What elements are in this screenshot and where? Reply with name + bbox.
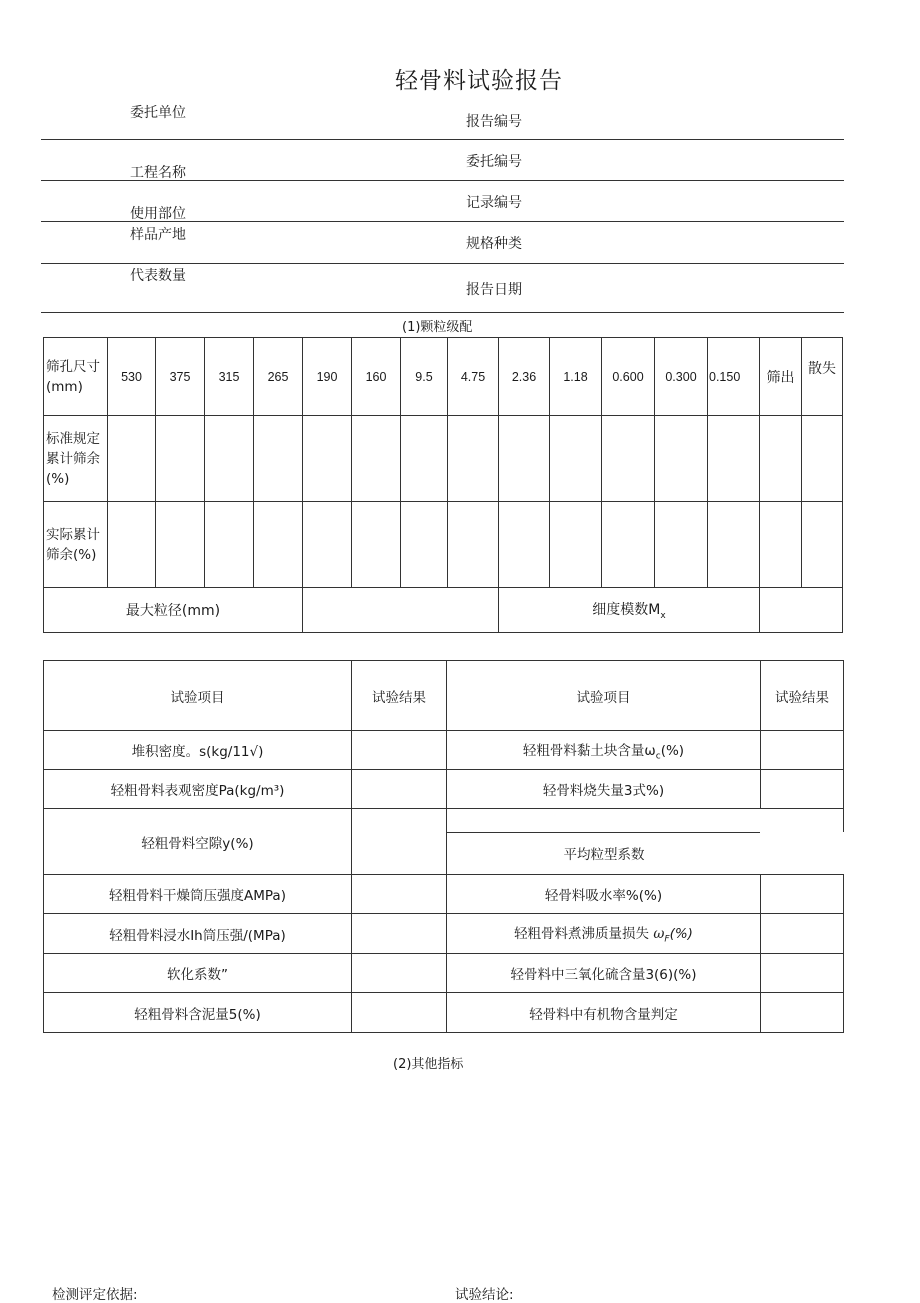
- fineness-text: 细度模数M: [592, 602, 661, 619]
- sulfur-trioxide-label: 轻骨料中三氧化硫含量3(6)(%): [447, 954, 761, 993]
- max-size-label: 最大粒径(mm): [44, 588, 303, 633]
- table-row: [44, 661, 844, 731]
- field-date-label: 报告日期: [466, 282, 522, 298]
- divider: [41, 180, 844, 181]
- fineness-sub: x: [660, 610, 666, 621]
- result-cell: [352, 809, 447, 875]
- table-row: [44, 770, 844, 809]
- shape-upper: [447, 809, 844, 832]
- ignition-loss-label: 轻骨料烧失量3式%): [447, 770, 761, 809]
- table-cell: [802, 502, 843, 588]
- table-row: [44, 914, 844, 954]
- field-origin-label: 样品产地: [130, 227, 186, 243]
- softening-coef-label: 软化系数”: [44, 954, 352, 993]
- table-cell: [499, 416, 550, 502]
- sieve-cell: 160: [352, 338, 401, 416]
- table-cell: [802, 416, 843, 502]
- table-cell: [303, 416, 352, 502]
- table-cell: [303, 502, 352, 588]
- basis-label: 检测评定依据:: [52, 1287, 138, 1303]
- table-cell: [401, 416, 448, 502]
- boil-symbol: ω: [653, 926, 665, 943]
- max-size-value: [303, 588, 499, 633]
- loss-label: 散失: [802, 338, 843, 416]
- table-cell: [205, 502, 254, 588]
- dry-crush-label: 轻粗骨料干燥筒压强度AMPa): [44, 875, 352, 914]
- table-cell: [550, 416, 602, 502]
- fineness-modulus-value: [760, 588, 843, 633]
- clay-lump-label: [447, 731, 761, 770]
- clay-lump-unit: (%): [660, 742, 685, 759]
- grading-section-title: (1)颗粒级配: [402, 320, 473, 335]
- table-cell: [602, 416, 655, 502]
- table-cell: [156, 416, 205, 502]
- sieve-cell: 1.18: [550, 338, 602, 416]
- result-cell: [761, 993, 844, 1033]
- header-item-left: 试验项目: [44, 661, 352, 731]
- result-cell: [761, 770, 844, 809]
- header-item-right: 试验项目: [447, 661, 761, 731]
- divider: [41, 221, 844, 222]
- table-cell: [108, 416, 156, 502]
- divider: [41, 263, 844, 264]
- table-cell: [352, 416, 401, 502]
- table-cell: [760, 502, 802, 588]
- field-client-label: 委托单位: [130, 105, 186, 121]
- header-result-left: 试验结果: [352, 661, 447, 731]
- table-row: [44, 416, 843, 502]
- conclusion-label: 试验结论:: [455, 1287, 514, 1303]
- mud-content-label: 轻粗骨料含泥量5(%): [44, 993, 352, 1033]
- boil-unit: (%): [669, 926, 693, 943]
- table-cell: [205, 416, 254, 502]
- standard-retained-label: 标准规定累计筛余(%): [44, 416, 108, 502]
- result-cell: [352, 993, 447, 1033]
- table-row: [44, 588, 843, 633]
- result-cell: [352, 875, 447, 914]
- field-report-no-label: 报告编号: [466, 114, 522, 130]
- sieve-cell: 375: [156, 338, 205, 416]
- table-cell: [499, 502, 550, 588]
- clay-lump-sub: c: [655, 751, 661, 762]
- table-cell: [760, 416, 802, 502]
- table-cell: [254, 502, 303, 588]
- table-cell: [352, 502, 401, 588]
- sieve-cell: 190: [303, 338, 352, 416]
- table-row: [44, 809, 844, 875]
- table-row: [44, 993, 844, 1033]
- table-cell: [156, 502, 205, 588]
- water-absorption-label: 轻骨料吸水率%(%): [447, 875, 761, 914]
- void-ratio-label: 轻粗骨料空隙y(%): [44, 809, 352, 875]
- table-row: [44, 875, 844, 914]
- table-row: [44, 338, 843, 416]
- sieve-cell: 265: [254, 338, 303, 416]
- table-cell: [401, 502, 448, 588]
- header-result-right: 试验结果: [761, 661, 844, 731]
- sieve-cell: 9.5: [401, 338, 448, 416]
- result-cell: [761, 914, 844, 954]
- particle-shape-cell: [447, 809, 844, 875]
- properties-table: [43, 660, 844, 1033]
- particle-shape-label: 平均粒型系数: [563, 847, 645, 863]
- result-cell: [761, 954, 844, 993]
- field-record-no-label: 记录编号: [466, 195, 522, 211]
- bulk-density-label: 堆积密度。s(kg∕11√): [44, 731, 352, 770]
- field-commission-no-label: 委托编号: [466, 154, 522, 170]
- table-cell: [708, 502, 760, 588]
- sieve-cell: 0.300: [655, 338, 708, 416]
- wet-crush-label: 轻粗骨料浸水Ih筒压强/(MPa): [44, 914, 352, 954]
- divider: [41, 312, 844, 313]
- pan-label: 筛出: [760, 338, 802, 416]
- actual-retained-label: 实际累计筛余(%): [44, 502, 108, 588]
- fineness-modulus-label: [499, 588, 760, 633]
- other-section-title: (2)其他指标: [393, 1057, 464, 1072]
- grading-table: [43, 337, 843, 633]
- result-cell: [352, 914, 447, 954]
- table-cell: [655, 502, 708, 588]
- sieve-cell: 530: [108, 338, 156, 416]
- boil-sub: F: [664, 934, 670, 945]
- apparent-density-label: 轻粗骨料表观密度Pa(kg∕m³): [44, 770, 352, 809]
- table-row: [44, 731, 844, 770]
- field-project-label: 工程名称: [130, 165, 186, 181]
- sieve-cell: 315: [205, 338, 254, 416]
- result-cell: [352, 954, 447, 993]
- table-cell: [708, 416, 760, 502]
- result-cell: [761, 731, 844, 770]
- sieve-cell: 0.600: [602, 338, 655, 416]
- organic-matter-label: 轻骨料中有机物含量判定: [447, 993, 761, 1033]
- table-cell: [602, 502, 655, 588]
- boil-loss-label: [447, 914, 761, 954]
- sieve-size-label: 筛孔尺寸(mm): [44, 338, 108, 416]
- table-cell: [550, 502, 602, 588]
- sieve-cell: 2.36: [499, 338, 550, 416]
- table-row: [44, 954, 844, 993]
- field-usage-label: 使用部位: [130, 206, 186, 222]
- table-cell: [655, 416, 708, 502]
- table-cell: [448, 416, 499, 502]
- divider: [41, 139, 844, 140]
- table-cell: [448, 502, 499, 588]
- result-cell: [352, 731, 447, 770]
- shape-divider: [447, 832, 760, 833]
- clay-lump-text: 轻粗骨料黏土块含量ω: [522, 742, 656, 759]
- field-quantity-label: 代表数量: [130, 268, 186, 284]
- sieve-cell: 0.150: [708, 338, 760, 416]
- boil-loss-text: 轻粗骨料煮沸质量损失: [514, 926, 650, 943]
- field-spec-label: 规格种类: [466, 236, 522, 252]
- table-cell: [254, 416, 303, 502]
- table-cell: [108, 502, 156, 588]
- report-title: 轻骨料试验报告: [395, 68, 563, 94]
- result-cell: [761, 875, 844, 914]
- sieve-cell: 4.75: [448, 338, 499, 416]
- result-cell: [352, 770, 447, 809]
- table-row: [44, 502, 843, 588]
